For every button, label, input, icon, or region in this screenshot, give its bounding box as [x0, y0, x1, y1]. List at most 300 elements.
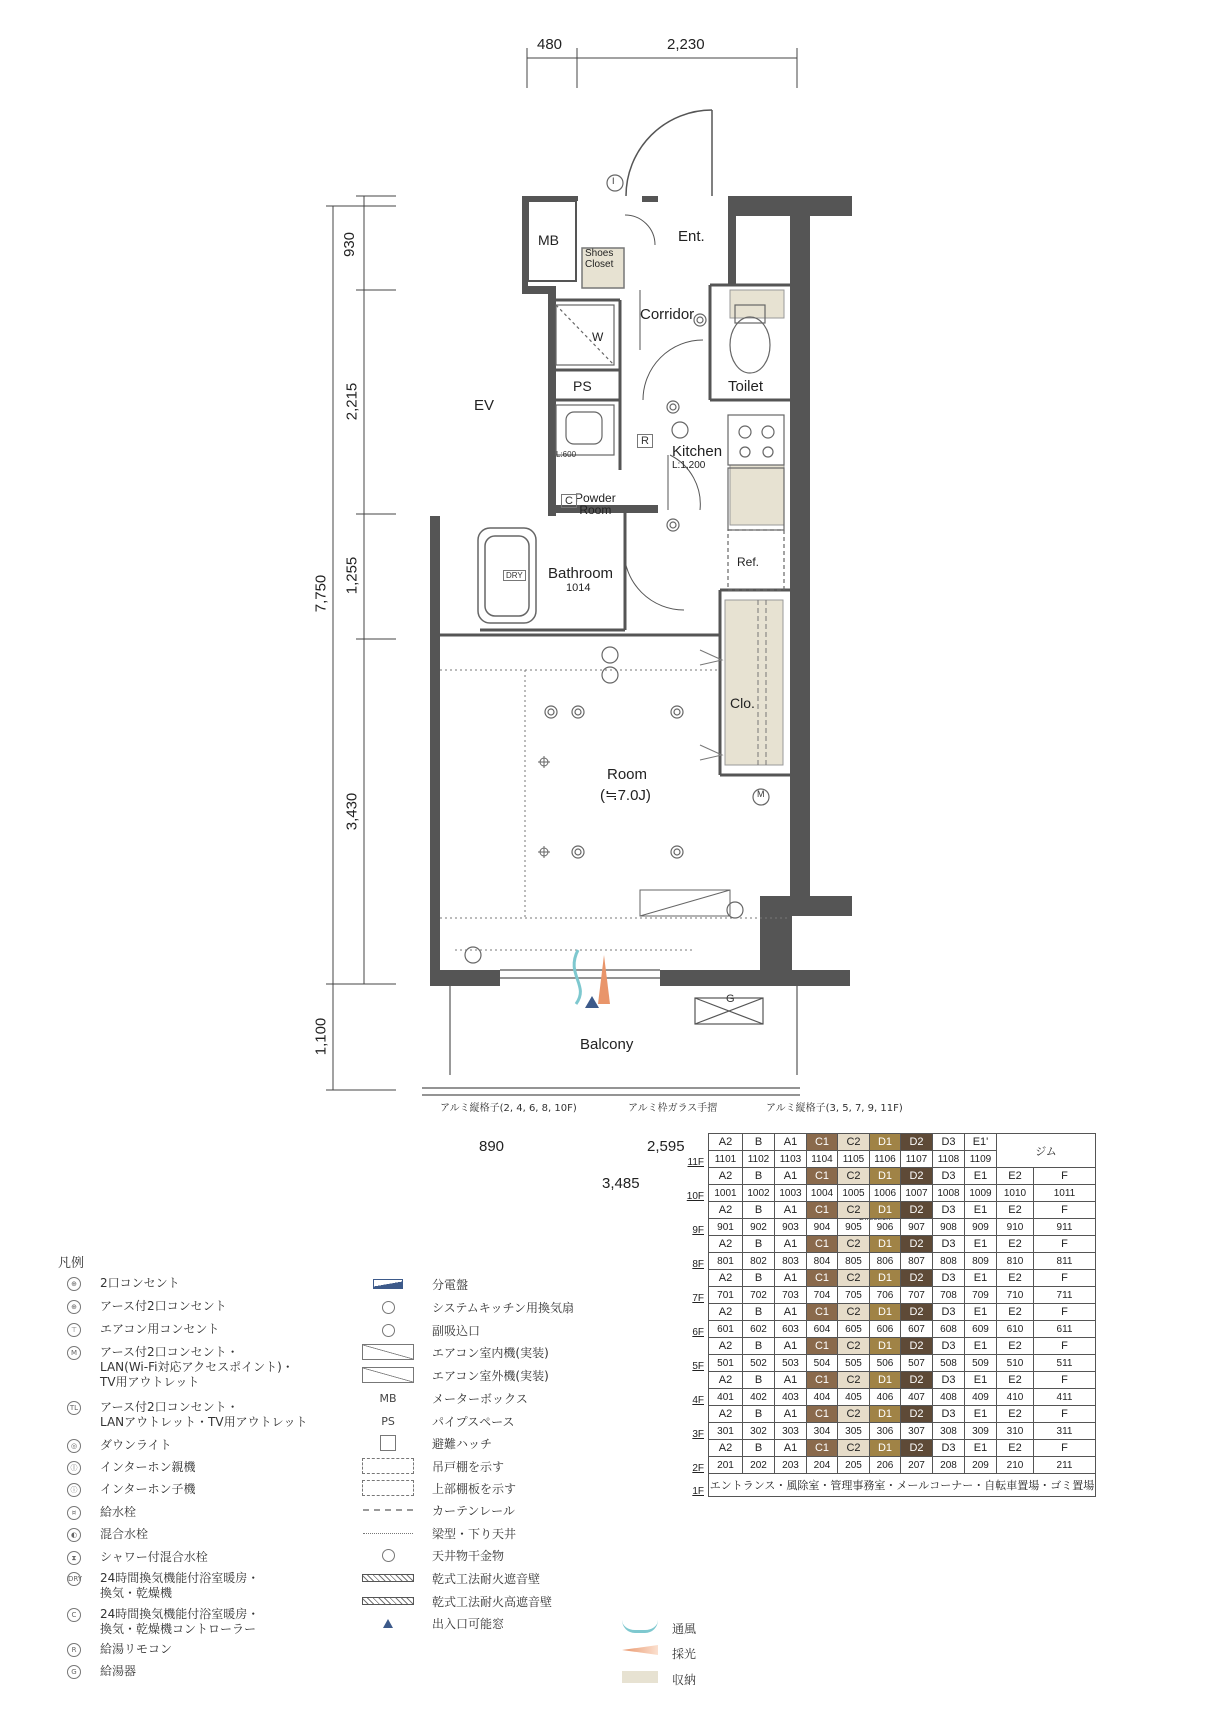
legend-item	[358, 1367, 549, 1384]
bath-dryer-label: DRY	[503, 570, 526, 581]
first-floor-facilities: エントランス・風除室・管理事務室・メールコーナー・自転車置場・ゴミ置場	[709, 1474, 1096, 1497]
unit-type-cell: D3	[933, 1406, 965, 1423]
floor-type-row	[684, 1372, 1096, 1389]
unit-type-cell: D1	[870, 1168, 901, 1185]
unit-type-cell: D1	[870, 1338, 901, 1355]
legend-text: エアコン室外機(実装)	[432, 1369, 549, 1383]
unit-type-cell: C1	[807, 1134, 838, 1151]
unit-number-cell: 808	[933, 1253, 965, 1270]
unit-number-cell: 607	[901, 1321, 933, 1338]
room-kitchen-length: L:1,200	[672, 460, 706, 471]
unit-number-cell: 611	[1034, 1321, 1096, 1338]
unit-number-cell: 1008	[933, 1185, 965, 1202]
unit-number-cell: 1101	[709, 1151, 743, 1168]
room-w: W	[592, 330, 604, 344]
top-dimension-lines	[527, 48, 797, 88]
unit-type-cell: C2	[838, 1304, 870, 1321]
unit-type-cell: D1	[870, 1134, 901, 1151]
unit-type-cell: C1	[807, 1372, 838, 1389]
unit-type-cell: E2	[997, 1372, 1034, 1389]
unit-number-cell: 804	[807, 1253, 838, 1270]
legend-item	[358, 1458, 504, 1475]
unit-number-cell: 304	[807, 1423, 838, 1440]
intercom-slave-icon: ⓘ	[62, 1482, 86, 1498]
unit-type-cell: F	[1034, 1236, 1096, 1253]
unit-number-cell: 1005	[838, 1185, 870, 1202]
unit-type-cell: E1'	[965, 1134, 997, 1151]
legend-item	[62, 1571, 259, 1601]
note-left-lattice: アルミ縦格子(2, 4, 6, 8, 10F)	[440, 1103, 577, 1114]
legend-item	[62, 1322, 219, 1338]
unit-number-cell: 902	[743, 1219, 775, 1236]
unit-type-cell: B	[743, 1304, 775, 1321]
floor-label: 7F	[692, 1292, 704, 1304]
unit-type-cell: E1	[965, 1168, 997, 1185]
bath-dryer-icon: DRY	[62, 1571, 86, 1587]
unit-number-cell: 307	[901, 1423, 933, 1440]
unit-number-cell: 409	[965, 1389, 997, 1406]
unit-type-cell: D2	[901, 1338, 933, 1355]
unit-type-cell: D2	[901, 1168, 933, 1185]
unit-number-cell: 1007	[901, 1185, 933, 1202]
legend-item	[62, 1527, 148, 1543]
legend-text: 乾式工法耐火遮音壁	[432, 1572, 541, 1586]
floor-label: 5F	[692, 1360, 704, 1372]
unit-type-cell: A2	[709, 1338, 743, 1355]
legend-item	[358, 1593, 552, 1610]
intercom-master-icon: Ⓘ	[62, 1460, 86, 1476]
legend-item	[358, 1525, 516, 1542]
floor-type-row	[684, 1202, 1096, 1219]
unit-number-cell: 501	[709, 1355, 743, 1372]
unit-type-cell: E2	[997, 1236, 1034, 1253]
dim-balcony-depth: 1,100	[312, 1017, 330, 1056]
legend-item	[62, 1505, 136, 1521]
counter-length: L:600	[556, 450, 577, 459]
unit-number-cell: 1109	[965, 1151, 997, 1168]
unit-number-cell: 308	[933, 1423, 965, 1440]
legend-text: アース付2口コンセント・ LAN(Wi-Fi対応アクセスポイント)・ TV用アウトレット	[100, 1345, 294, 1389]
unit-type-cell: E2	[997, 1202, 1034, 1219]
legend-text: 梁型・下り天井	[432, 1527, 517, 1541]
legend-text: 2口コンセント	[100, 1276, 180, 1290]
floor-label: 2F	[692, 1462, 704, 1474]
unit-type-cell: D1	[870, 1236, 901, 1253]
unit-number-cell: 805	[838, 1253, 870, 1270]
unit-number-cell: 606	[870, 1321, 901, 1338]
unit-number-cell: 707	[901, 1287, 933, 1304]
unit-type-cell: F	[1034, 1338, 1096, 1355]
unit-number-cell: 1009	[965, 1185, 997, 1202]
aircon-indoor-unit	[640, 890, 730, 916]
unit-type-cell: C2	[838, 1440, 870, 1457]
unit-type-cell: D1	[870, 1202, 901, 1219]
unit-type-cell: D3	[933, 1168, 965, 1185]
legend-text: アース付2口コンセント	[100, 1299, 227, 1313]
shower-faucet-icon: ⧗	[62, 1550, 86, 1566]
room-ev: EV	[474, 397, 495, 414]
room-toilet: Toilet	[728, 378, 764, 395]
distribution-board-icon	[358, 1276, 418, 1292]
unit-type-cell: D2	[901, 1134, 933, 1151]
unit-type-cell: C2	[838, 1202, 870, 1219]
unit-type-cell: D3	[933, 1236, 965, 1253]
unit-type-cell: D1	[870, 1406, 901, 1423]
unit-number-cell: 604	[807, 1321, 838, 1338]
unit-number-cell: 701	[709, 1287, 743, 1304]
legend-item	[358, 1480, 516, 1497]
legend-text: 給湯リモコン	[100, 1642, 173, 1656]
unit-type-cell: A1	[775, 1440, 807, 1457]
unit-number-cell: 803	[775, 1253, 807, 1270]
unit-type-cell: B	[743, 1406, 775, 1423]
unit-number-cell: 705	[838, 1287, 870, 1304]
room-powder: Powder Room	[575, 491, 616, 517]
ventilation-icon	[622, 1620, 658, 1633]
unit-number-cell: 208	[933, 1457, 965, 1474]
unit-number-cell: 211	[1034, 1457, 1096, 1474]
unit-number-cell: 503	[775, 1355, 807, 1372]
legend-text: 採光	[672, 1647, 697, 1661]
unit-number-cell: 306	[870, 1423, 901, 1440]
legend-item	[62, 1345, 294, 1390]
unit-type-cell: A1	[775, 1304, 807, 1321]
unit-number-cell: 906	[870, 1219, 901, 1236]
unit-number-cell: 205	[838, 1457, 870, 1474]
dim-bottom-2595: 2,595	[647, 1138, 685, 1155]
unit-number-row	[684, 1253, 1096, 1270]
legend-text: エアコン室内機(実装)	[432, 1346, 549, 1360]
unit-type-cell: C1	[807, 1304, 838, 1321]
unit-number-row	[684, 1457, 1096, 1474]
unit-number-cell: 601	[709, 1321, 743, 1338]
unit-type-cell: C2	[838, 1270, 870, 1287]
unit-number-cell: 1105	[838, 1151, 870, 1168]
legend-item	[358, 1322, 480, 1339]
unit-number-cell: 206	[870, 1457, 901, 1474]
room-clo: Clo.	[730, 695, 755, 711]
unit-number-cell: 505	[838, 1355, 870, 1372]
unit-number-cell: 408	[933, 1389, 965, 1406]
room-main-size: (≒7.0J)	[600, 787, 651, 804]
unit-type-cell: A1	[775, 1338, 807, 1355]
unit-number-cell: 410	[997, 1389, 1034, 1406]
room-bathroom: Bathroom	[548, 565, 614, 582]
floor-type-row	[684, 1270, 1096, 1287]
unit-number-cell: 1106	[870, 1151, 901, 1168]
unit-type-cell: C1	[807, 1270, 838, 1287]
legend-text: エアコン用コンセント	[100, 1322, 220, 1336]
dim-top-480: 480	[537, 36, 563, 53]
unit-type-cell: F	[1034, 1406, 1096, 1423]
unit-type-cell: C2	[838, 1338, 870, 1355]
unit-number-cell: 406	[870, 1389, 901, 1406]
legend-text: カーテンレール	[432, 1504, 515, 1518]
unit-type-cell: D2	[901, 1236, 933, 1253]
room-ref: Ref.	[737, 555, 760, 569]
unit-number-row	[684, 1423, 1096, 1440]
legend-item	[358, 1299, 574, 1316]
legend-item	[62, 1276, 180, 1292]
room-ent: Ent.	[678, 228, 705, 245]
unit-type-cell: D2	[901, 1372, 933, 1389]
lan-tv-outlet-icon: TL	[62, 1400, 86, 1416]
unit-type-cell: D2	[901, 1440, 933, 1457]
unit-type-cell: E2	[997, 1440, 1034, 1457]
unit-number-cell: 907	[901, 1219, 933, 1236]
unit-type-cell: B	[743, 1372, 775, 1389]
airflow-indicators	[574, 950, 610, 1008]
unit-type-cell: C1	[807, 1338, 838, 1355]
unit-number-cell: 809	[965, 1253, 997, 1270]
unit-number-cell: 704	[807, 1287, 838, 1304]
legend-text: パイプスペース	[432, 1415, 515, 1429]
floor-type-row	[684, 1134, 1096, 1151]
unit-number-cell: 506	[870, 1355, 901, 1372]
unit-number-cell: 605	[838, 1321, 870, 1338]
floor-type-row	[684, 1168, 1096, 1185]
legend-item	[358, 1390, 528, 1407]
unit-type-cell: E2	[997, 1304, 1034, 1321]
outlet-2-icon: ⊕	[62, 1276, 86, 1292]
legend-item	[622, 1620, 696, 1637]
unit-number-cell: 209	[965, 1457, 997, 1474]
unit-type-cell: A2	[709, 1440, 743, 1457]
unit-type-cell: A1	[775, 1168, 807, 1185]
dim-bottom-890: 890	[479, 1138, 505, 1155]
legend-text: 上部棚板を示す	[432, 1482, 517, 1496]
legend-text: 避難ハッチ	[432, 1437, 493, 1451]
mb-icon: MB	[379, 1391, 397, 1405]
legend-text: 吊戸棚を示す	[432, 1460, 505, 1474]
unit-type-cell: E1	[965, 1406, 997, 1423]
escape-hatch-icon	[358, 1435, 418, 1451]
legend-text: システムキッチン用換気扇	[432, 1301, 574, 1315]
unit-number-cell: 711	[1034, 1287, 1096, 1304]
unit-number-cell: 1102	[743, 1151, 775, 1168]
room-corridor: Corridor	[640, 306, 695, 323]
floor-type-row	[684, 1236, 1096, 1253]
legend-text: 分電盤	[432, 1278, 469, 1292]
drying-hangers	[538, 756, 550, 858]
unit-number-cell: 303	[775, 1423, 807, 1440]
unit-type-cell: D1	[870, 1270, 901, 1287]
multimedia-outlet-label: M	[757, 789, 765, 799]
unit-type-cell: D3	[933, 1440, 965, 1457]
range-hood-icon	[358, 1299, 418, 1315]
unit-type-cell: D3	[933, 1372, 965, 1389]
unit-type-cell: E1	[965, 1202, 997, 1219]
legend-text: アース付2口コンセント・ LANアウトレット・TV用アウトレット	[100, 1400, 308, 1429]
unit-number-cell: 404	[807, 1389, 838, 1406]
legend-text: ダウンライト	[100, 1438, 172, 1452]
legend-item	[62, 1438, 172, 1454]
unit-number-cell: 703	[775, 1287, 807, 1304]
unit-type-cell: F	[1034, 1304, 1096, 1321]
unit-type-cell: C2	[838, 1372, 870, 1389]
legend-text: 24時間換気機能付浴室暖房・ 換気・乾燥機コントローラー	[100, 1607, 260, 1636]
room-ps: PS	[573, 378, 592, 394]
unit-number-cell: 908	[933, 1219, 965, 1236]
floor-label: 8F	[692, 1258, 704, 1270]
unit-number-cell: 708	[933, 1287, 965, 1304]
unit-number-cell: 201	[709, 1457, 743, 1474]
unit-number-cell: 207	[901, 1457, 933, 1474]
unit-number-cell: 510	[997, 1355, 1034, 1372]
unit-type-cell: C1	[807, 1168, 838, 1185]
legend-item	[622, 1671, 696, 1688]
legend-item	[62, 1460, 196, 1476]
fire-wall-high-icon	[358, 1593, 418, 1609]
unit-number-cell: 309	[965, 1423, 997, 1440]
unit-number-cell: 603	[775, 1321, 807, 1338]
unit-type-cell: A2	[709, 1236, 743, 1253]
unit-number-cell: 511	[1034, 1355, 1096, 1372]
unit-type-cell: E1	[965, 1304, 997, 1321]
unit-type-cell: E1	[965, 1338, 997, 1355]
unit-number-cell: 402	[743, 1389, 775, 1406]
unit-type-cell: A2	[709, 1270, 743, 1287]
unit-type-cell: E1	[965, 1236, 997, 1253]
floor-label: 11F	[687, 1156, 704, 1168]
unit-number-row	[684, 1355, 1096, 1372]
unit-number-cell: 302	[743, 1423, 775, 1440]
aircon-outlet-icon: ⊤	[62, 1322, 86, 1338]
unit-type-cell: B	[743, 1440, 775, 1457]
unit-type-cell: C1	[807, 1406, 838, 1423]
unit-number-cell: 807	[901, 1253, 933, 1270]
unit-number-cell: 709	[965, 1287, 997, 1304]
room-mb: MB	[538, 232, 559, 248]
unit-number-cell: 1001	[709, 1185, 743, 1202]
room-shoes-closet: Shoes Closet	[585, 248, 614, 270]
bath-dryer-controller-icon: C	[62, 1607, 86, 1623]
unit-number-cell: 411	[1034, 1389, 1096, 1406]
unit-number-row	[684, 1219, 1096, 1236]
fire-wall-icon	[358, 1570, 418, 1586]
unit-number-cell: 1003	[775, 1185, 807, 1202]
unit-number-cell: 802	[743, 1253, 775, 1270]
legend-item	[62, 1550, 208, 1566]
unit-type-cell: F	[1034, 1270, 1096, 1287]
unit-type-cell: D1	[870, 1440, 901, 1457]
upper-shelf-icon	[358, 1480, 418, 1496]
dim-top-2230: 2,230	[667, 36, 705, 53]
unit-number-cell: 905	[838, 1219, 870, 1236]
legend-item	[358, 1502, 515, 1519]
drying-hanger-icon	[358, 1547, 418, 1563]
unit-type-cell: A1	[775, 1372, 807, 1389]
legend-text: 天井物干金物	[432, 1549, 505, 1563]
unit-type-cell: F	[1034, 1372, 1096, 1389]
unit-number-cell: 1104	[807, 1151, 838, 1168]
unit-number-cell: 706	[870, 1287, 901, 1304]
legend-item	[358, 1276, 468, 1293]
unit-number-cell: 608	[933, 1321, 965, 1338]
unit-number-cell: 901	[709, 1219, 743, 1236]
legend-item	[358, 1570, 540, 1587]
unit-type-cell: A1	[775, 1202, 807, 1219]
unit-type-cell: C2	[838, 1236, 870, 1253]
unit-number-cell: 609	[965, 1321, 997, 1338]
door-swings	[624, 215, 706, 610]
legend-item	[358, 1435, 492, 1452]
unit-type-cell: F	[1034, 1440, 1096, 1457]
hanging-shelf-icon	[358, 1458, 418, 1474]
unit-type-cell: F	[1034, 1168, 1096, 1185]
unit-number-cell: 301	[709, 1423, 743, 1440]
unit-type-cell: C1	[807, 1236, 838, 1253]
floor-label: 6F	[692, 1326, 704, 1338]
unit-type-cell: E1	[965, 1440, 997, 1457]
unit-type-cell: A2	[709, 1372, 743, 1389]
downlight-icon: ◎	[62, 1438, 86, 1454]
unit-type-cell: D2	[901, 1202, 933, 1219]
unit-number-cell: 806	[870, 1253, 901, 1270]
outlets	[465, 175, 769, 963]
unit-type-cell: D2	[901, 1406, 933, 1423]
legend-item	[622, 1645, 696, 1662]
unit-type-cell: C2	[838, 1168, 870, 1185]
unit-number-cell: 310	[997, 1423, 1034, 1440]
unit-type-cell: C1	[807, 1202, 838, 1219]
note-right-lattice: アルミ縦格子(3, 5, 7, 9, 11F)	[766, 1103, 903, 1114]
unit-number-row	[684, 1321, 1096, 1338]
unit-type-cell: B	[743, 1202, 775, 1219]
water-heater-icon: G	[62, 1664, 86, 1680]
legend-item	[358, 1413, 515, 1430]
storage-icon	[622, 1671, 658, 1683]
unit-number-cell: 1002	[743, 1185, 775, 1202]
legend-item	[62, 1642, 172, 1658]
legend-text: 給水栓	[100, 1505, 137, 1519]
unit-type-cell: C2	[838, 1134, 870, 1151]
earth-outlet-icon: ⊕	[62, 1299, 86, 1315]
water-heater-remote-icon: R	[62, 1642, 86, 1658]
ps-icon: PS	[381, 1414, 395, 1428]
mixing-faucet-icon: ◐	[62, 1527, 86, 1543]
unit-type-cell: B	[743, 1338, 775, 1355]
unit-type-cell: B	[743, 1270, 775, 1287]
unit-number-row	[684, 1185, 1096, 1202]
floor-label: 4F	[692, 1394, 704, 1406]
dim-left-1255: 1,255	[343, 556, 361, 595]
legend-item	[62, 1482, 196, 1498]
unit-type-cell: C1	[807, 1440, 838, 1457]
unit-number-cell: 1107	[901, 1151, 933, 1168]
dim-left-930: 930	[341, 231, 359, 258]
legend-item	[62, 1607, 259, 1637]
window-icon	[358, 1615, 418, 1631]
unit-number-cell: 210	[997, 1457, 1034, 1474]
legend-text: 収納	[672, 1673, 697, 1687]
intercom-label: I	[612, 176, 615, 186]
legend-item	[62, 1299, 227, 1315]
room-bathroom-size: 1014	[566, 582, 591, 594]
unit-type-cell: A1	[775, 1236, 807, 1253]
unit-number-cell: 403	[775, 1389, 807, 1406]
unit-type-cell: D2	[901, 1270, 933, 1287]
floor-label: 10F	[686, 1190, 704, 1202]
unit-type-cell: E1	[965, 1372, 997, 1389]
legend-text: インターホン子機	[100, 1482, 196, 1496]
legend-title: 凡例	[58, 1256, 85, 1271]
dim-bottom-total: 3,485	[602, 1175, 640, 1192]
unit-type-cell: D1	[870, 1372, 901, 1389]
unit-number-cell: 1010	[997, 1185, 1034, 1202]
unit-type-cell: A2	[709, 1134, 743, 1151]
unit-number-row	[684, 1287, 1096, 1304]
